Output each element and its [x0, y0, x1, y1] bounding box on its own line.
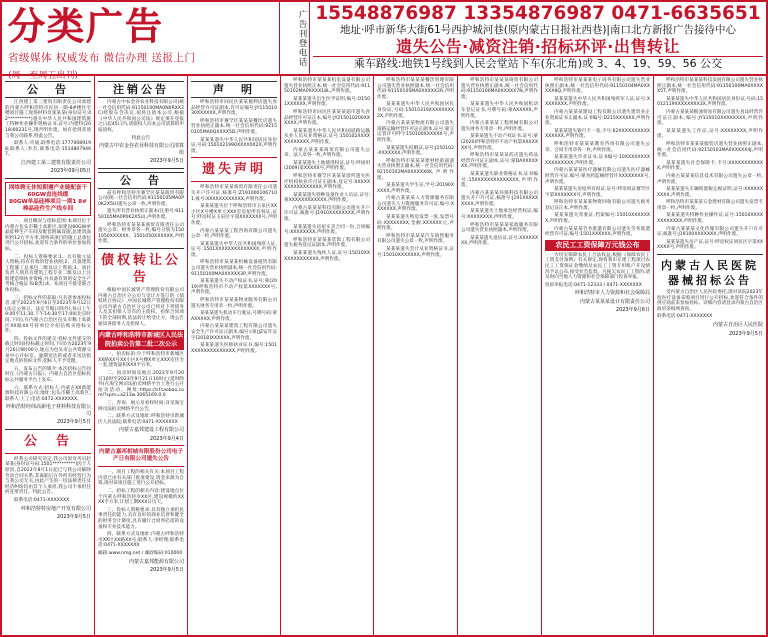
col5-item: 内蒙古某某某物流有限公司遗失道路运输经营许可证正副本,证号:蒙交运管许可呼字150100XXXXXX号,声明作废。 [377, 121, 454, 143]
col3-body-5: 某某某遗失位于呼和浩特市玉泉区XX小区X号楼X单元XXX室房屋所有权证,证号:呼房权证玉泉区字第XXXXXXX号,声明作废。 [191, 204, 277, 226]
col3-body-2: 呼和浩特市赛罕区某某某餐饮店遗失营业执照正副本,统一社会信用代码:92150105MA0QXXXX5D,声明作废。 [191, 118, 277, 135]
col2-heading-4: 内蒙古嘉邦相城有限股份公司电子产日有限公司遗失公告 [99, 449, 183, 463]
col4-item: 某某某遗失特种设备作业人员证,证号:蒙XXXXXXXXXXXX,声明作废。 [284, 192, 370, 204]
col1-ad-body-1: 一、项目概况与招标范围:本项目位于内蒙古包头市稀土高新区,拟建设60GW单晶硅棒生产车间及配套附属设施,总建筑面积约12万平方米,现将该项目的施工总承包进行公开招标,欢迎符合条件的单位参加投标。 [5, 218, 91, 252]
divider-10 [657, 254, 763, 255]
col1-ad-body-5: 五、发布公告的媒介:本次招标公告同时在《内蒙古日报》、内蒙古自治区招标投标公共服务平台上发布。 [5, 366, 91, 383]
col8-item: 某某某遗失工作证,证号:XXXXXXXX,声明作废。 [657, 128, 763, 140]
col2-date-1: 2023年9月5日 [149, 158, 184, 165]
col6-item: 呼和浩特市某某某家政服务有限公司遗失营业执照副本,声明作废。 [461, 222, 538, 234]
col2-body-2: 特此公告 [131, 135, 151, 141]
services-line: 遗失公告·减资注销·招标环评·出售转让 [396, 37, 680, 56]
divider-4 [98, 168, 184, 169]
col4-item: 某某某遗失土地使用权证,证号:呼国用(2009)第XXXXX号,声明作废。 [284, 160, 370, 172]
col7-farm-signature: 呼和浩特市人力资源和社会保障局 [574, 290, 650, 297]
col2-body-7: 一、拍卖标的:位于呼和浩特市新城区XX路XX号XX小区X号楼X单元XXX室住宅一套,建筑面积XXX平方米。 [98, 352, 184, 369]
col4-item: 内蒙古某某某科技有限公司遗失开户许可证,核准号:J1910XXXXXXXX,声明作废。 [284, 205, 370, 223]
transit-route-label: 乘车路线: [353, 57, 402, 70]
col2-signature-1: 内蒙古中农金谷农业科技有限公司清算组 [98, 143, 184, 156]
masthead-vertical-label: 广告刊登电话 [280, 2, 310, 74]
masthead-subtitle: 省级媒体 权威发布 微信办理 送报上门 [8, 52, 196, 64]
col3-heading-loss-statement: 遗失声明 [201, 162, 266, 178]
col4-item: 某某某遗失房屋买卖合同一份,合同编号:XXXXXXXX,声明作废。 [284, 224, 370, 236]
col7-item: 某某某遗失中华人民共和国残疾军人证,证号:XXXXXXXX,声明作废。 [545, 96, 650, 108]
col7-signature: 内蒙古某某某设计有限责任公司 [579, 298, 650, 305]
col7-farm-body: 为切实保障农民工合法权益,根据《保障农民工工资支付条例》有关规定,现将我市在建工程项目农民工工资保证金缴纳及农民工工资专用账户开设情况予以公布,接受社会监督。凡拖欠农民工工资的,请及时向当地人力资源和社会保障部门投诉举报。 [545, 252, 650, 281]
col8-item: 某某某遗失特种作业操作证,证号:15010XXXXXXXXXXXX,声明作废。 [657, 213, 763, 225]
col3-body-7: 某某某遗失中华人民共和国残疾人证,证号:1501XXXXXXXXXXXXXX,声明作废。 [191, 241, 277, 258]
col8-item: 内蒙古某某某粮油贸易有限公司遗失食品经营许可证正副本,编号:JY115010XXXXXXXX,声明作废。 [657, 109, 763, 127]
col8-item: 呼和浩特市某某某五金建材有限公司遗失发票专用章一枚,声明作废。 [657, 200, 763, 211]
col2-heading-cancellation: 注销公告 [98, 81, 184, 98]
column-6 [458, 76, 542, 637]
col3-body-11: 某某某遗失机动车行驶证,号牌号码:蒙AXXXXX,声明作废。 [191, 311, 277, 322]
col3-body-8: 呼和浩特市某某某机械设备租赁有限公司遗失营业执照副本,统一社会信用代码:91150100MA0XXXXX3P,声明作废。 [191, 260, 277, 277]
col4-item: 呼和浩特市某某某装饰工程有限公司遗失税务登记证副本,声明作废。 [284, 237, 370, 249]
col3-body-9: 某某某遗失不动产权证书,证号:蒙(2019)呼和浩特市不动产权第XXXXXXX号,声明作废。 [191, 279, 277, 296]
col2-signature-2: 内蒙古嘉邦建设工程有限公司 [118, 427, 184, 434]
divider-5 [98, 248, 184, 249]
col5-item: 呼和浩特市某某某汽车销售服务有限公司遗失公章一枚,声明作废。 [377, 233, 454, 245]
col8-item: 内蒙古某某某信息技术有限公司遗失公章一枚,声明作废。 [657, 173, 763, 185]
col8-item: 呼和浩特市某某某科技发展有限公司遗失营业执照正副本,统一社会信用代码:91150100MA0XXXXX5T,声明作废。 [657, 78, 763, 95]
col2-date-3: 2023年9月5日 [149, 567, 184, 574]
col1-tender-ad [5, 182, 91, 216]
col2-body-8: 二、拍卖时间及地点:2023年9月20日10时至2023年9月21日10时止(延时除外)在淘宝网司法拍卖网络平台上进行公开拍卖活动。网址:https://sf.taobao.com/?spm=a213w.3065169.0.0 [98, 370, 184, 399]
col4-item: 呼和浩特市回民区某某某超市遗失食品经营许可证正本,编号:JY215010200XXXXXX,声明作废。 [284, 109, 370, 127]
col8-tender-contact[interactable]: 联系电话:0471-XXXXXXX [657, 314, 713, 320]
col5-item: 内蒙古某某某人力资源服务有限公司遗失人力资源服务许可证,编号:XXXXXXX,声明作废。 [377, 196, 454, 213]
col8-item: 呼和浩特市某某某服装店遗失营业执照正副本,统一社会信用代码:92150103MA0XXXXX4J,声明作废。 [657, 141, 763, 159]
col1-ad-subtitle: 80GW单晶硅棒项目一期1 8#棒晶硅件生产线车间 [9, 198, 87, 212]
col2-body-4: 遗失所有营业执照正副本(注册号:91150105MA0P0K2X5U),声明作废。 [98, 209, 184, 221]
col1-heading-notice-2: 公 告 [23, 433, 72, 449]
col7-item: 某某某遗失房屋所有权证,证号:呼房权证赛罕区字第XXXXXXX号,声明作废。 [545, 187, 650, 198]
col8-item: 内蒙古某某某文化传媒有限公司遗失开户许可证,核准号:J19100XXXXXXX,声明作废。 [657, 226, 763, 238]
column-8 [654, 76, 766, 637]
contact-phones[interactable]: 15548876987 13354876987 0471-6635651 [315, 3, 761, 24]
col2-body-9: 三、咨询、展示及看样时间:详见淘宝网司法拍卖网络平台公告。 [98, 400, 184, 412]
col1-signature-2: 呼和浩特经纬高新电子材料科技有限公司 [5, 404, 91, 417]
col3-body-13: 某某某遗失医师执业证书,编号:1501XXXXXXXXXXXXXX,声明作废。 [191, 343, 277, 354]
col2-body-5: 呼和浩特市某某某商贸有限责任公司遗失公章、财务章各一枚,编号分别为1501050XXXXXX、1501050XXXXXX,声明作废。 [98, 222, 184, 245]
col3-heading-statement: 声 明 [191, 81, 277, 98]
col1-ad-body-4: 四、投标文件的递交:投标文件递交的截止时间(投标截止时间,下同)为2023年9月26日9时00分,地点为包头市公共资源交易中心开标室。逾期送达的或者未送达指定地点的投标文件,招标人不予受理。 [5, 336, 91, 365]
col4-item: 某某某遗失中华人民共和国道路运输从业人员从业资格证,证号:150102XXXXXXXXXXXX,声明作废。 [284, 128, 370, 145]
divider-8 [191, 157, 277, 158]
col1-date-2: 2023年9月5日 [56, 419, 91, 426]
col1-body-4: 联系电话:0471-XXXXXXX [14, 498, 70, 503]
col7-item: 呼和浩特市某某某教育咨询有限公司遗失公章、合同专用章各一枚,声明作废。 [545, 141, 650, 153]
col1-date-3: 2023年9月5日 [56, 514, 91, 521]
col5-item: 某某某遗失会计从业资格证书,证号:15010XXXXXXX,声明作废。 [377, 247, 454, 258]
col4-item: 内蒙古某某某商贸有限公司遗失公章、法人章各一枚,声明作废。 [284, 147, 370, 159]
col2-body-6: 根据中国长城资产管理股份有限公司内蒙古自治区分公司与受让方签订的《债权转让协议》,中国长城资产管理股份有限公司内蒙古自治区分公司已将对下列债务人及其担保人享有的主债权、担保合同项下的全部权利,依法转让给受让方。现公告通知各债务人及担保人。 [98, 288, 184, 327]
col1-date-1: 2023年09月05日 [50, 168, 91, 175]
transit-route-text: 地铁1号线到人民会堂站下车(东北角)或 3、4、19、59、56 公交 [401, 57, 723, 70]
masthead-schedule: (周一至周五出刊) [8, 71, 79, 81]
col1-ad-body-3: 三、招标文件的获取:凡有意参加投标者,请于2023年9月6日至2023年9月12日(法定公休日、法定节假日除外),每日上午9:00至11:30,下午14:30至17:00(北京时间,下同),在内蒙古自治区包头市稀土高新区XX路XX号持单位介绍信购买招标文件。 [5, 295, 91, 335]
col7-item: 内蒙古某某某劳务派遣有限公司遗失劳务派遣经营许可证,编号:1501XXXXXX,声明作废。 [545, 226, 650, 238]
col7-item: 内蒙古某某某建设工程有限公司遗失建筑业企业资质证书正副本,证书编号:D215XXXXXX,声明作废。 [545, 109, 650, 127]
col5-item: 呼和浩特市某某某建材经销部遗失营业执照正副本,统一社会信用代码:92150102MA0XXXXX6K,声明作废。 [377, 158, 454, 181]
col2-heading-notice: 公 告 [98, 172, 184, 189]
col6-item: 呼和浩特市某某某商贸有限公司遗失营业执照正副本,统一社会信用代码:91150100MA0XXXXX7N,声明作废。 [461, 78, 538, 100]
divider-2 [5, 429, 91, 430]
masthead [2, 2, 766, 81]
col3-body-4: 呼和浩特市某某商贸有限责任公司遗失开户许可证,核准号:Z1910001067101,账号:XXXXXXXXXXXX,声明作废。 [191, 185, 277, 202]
col7-item: 呼和浩特市某某某物资回收有限公司遗失税务登记证正本,声明作废。 [545, 200, 650, 211]
col1-signature-1: 江西建工第三建筑有限责任公司 [20, 159, 91, 166]
col8-date: 2023年9月5日 [728, 330, 763, 337]
col8-signature: 内蒙古自治区人民医院 [712, 322, 763, 328]
col2-body-14: 四、联系方式及地址:内蒙古呼和浩特市XX区XX路XX号;联系人:李经理;联系电话:0471-XXXXXXX [98, 532, 184, 549]
column-1 [2, 76, 95, 637]
col2-body-1: 内蒙古中农金谷农业科技有限公司(统一社会信用代码:91150100MA0N0RXX2C)经股东会决议,拟将注销本公司,根据《中华人民共和国公司法》规定须在登报之日起45日内,请债权人向本公司清算组申报债权。 [98, 100, 184, 133]
col1-ad-body-2: 二、投标人资格要求:1、具有独立法人资格,持有有效的营业执照;2、具备建筑工程施工总承包二级及以上资质;3、项目负责人须具有建筑工程专业二级及以上注册建造师执业资格,并具备有效的安全生产考核合格证书(B类);4、本项目不接受联合体投标。 [5, 254, 91, 294]
column-4 [281, 76, 374, 637]
col5-item: 某某某遗失学生证,学号:20190XXXXX,声明作废。 [377, 183, 454, 194]
divider-7 [98, 466, 184, 467]
col4-item: 某某某遗失残疾人证,证号:15010XXXXXXXXXXXXX,声明作废。 [284, 251, 370, 262]
col8-item: 某某某遗失车辆购置税完税证明,证号:XXXXXXXXXX,声明作废。 [657, 187, 763, 198]
col7-item: 内蒙古某某某医疗器械有限公司遗失医疗器械经营许可证,编号:蒙食药监械经营许XXXXXXXX号,声明作废。 [545, 168, 650, 185]
col8-item: 某某某遗失房产证,证号:呼房权证回民区字第XXXXXX号,声明作废。 [657, 239, 763, 251]
col8-item: 某某某遗失社会保障卡,卡号:XXXXXXXXXXXX,声明作废。 [657, 160, 763, 172]
col8-tender-body: 受内蒙古自治区人民医院委托,现对该院2023年度医疗设备采购项目进行公开招标,欢迎符合条件的供应商前来参加投标。详细内容请登录内蒙古自治区政府采购网查询。 [657, 290, 763, 312]
col1-signature-3: 呼和浩特特房地产开发有限公司 [20, 505, 91, 512]
divider-9 [191, 181, 277, 182]
col2-body-12: 二、招标工程的相关内容:建设地点位于内蒙古呼和浩特市XX区,建设规模约XXXX平方米,计划工期XXX日历天。 [98, 489, 184, 506]
col2-body-13: 三、投标人资格要求:具有独立承担民事责任的能力,具有良好的商业信誉和健全的财务会计制度,具有履行合同所必需的设备和专业技术能力。 [98, 507, 184, 530]
column-5 [374, 76, 458, 637]
col4-item: 呼和浩特市某某某机电设备有限公司遗失营业执照正本,统一社会信用代码:91150102MA0XXXX18L,声明作废。 [284, 78, 370, 95]
column-3 [188, 76, 281, 637]
col2-heading-debt-transfer: 债权转让公告 [100, 253, 181, 285]
col4-item: 某某某遗失出生医学证明,编号:O1501XXXXXX,声明作废。 [284, 96, 370, 108]
col1-body-3: 经我公司研究决定,我公司原业务员赵某某(身份证号码:1501**********)因个人原因,自2023年8月1日起已与我公司解除劳动合同关系,其离职后在外所有经营行为与我公司无关,由此产生的一切法律责任及经济纠纷均由其个人承担,我公司不承担任何连带责任。特此公告。 [5, 456, 91, 496]
col7-item: 某某某遗失银行卡一张,卡号:62XXXXXXXXXXXXXXXX,声明作废。 [545, 128, 650, 140]
page-title: 分类广告 [8, 4, 164, 48]
divider-1 [5, 178, 91, 179]
divider-6 [98, 445, 184, 446]
col7-farm-wage-heading: 农民工工资保障万元钱公布 [545, 240, 650, 251]
column-2 [95, 76, 188, 637]
col1-heading-notice: 公 告 [5, 81, 91, 98]
col5-item: 某某某遗失中华人民共和国居民身份证,号码:15010319XXXXXXXX2X,声明作废。 [377, 102, 454, 119]
col2-date-2: 2023年9月4日 [149, 435, 184, 442]
columns-container [2, 76, 766, 637]
col6-item: 某某某遗失退伍证,证号:XXXXXXXX,声明作废。 [461, 235, 538, 247]
col3-body-1: 呼和浩特市回民区某某便利店遗失食品经营许可证副本,许可证编号:JY11501030XXXXXX,声明作废。 [191, 100, 277, 117]
col6-item: 呼和浩特市某某某药店遗失药品经营许可证正副本,证号:蒙DAXXXXXXX,声明作废。 [461, 153, 538, 170]
col1-body-2: 联系人:许迪,联系电话:17770089198;联系人:李杰,联系电话:15148079467。 [5, 141, 91, 158]
masthead-logo-block [2, 2, 280, 81]
col6-item: 内蒙古某某某工程机械有限公司遗失财务专用章一枚,声明作废。 [461, 121, 538, 132]
col1-ad-body-6: 六、联系方式:招标人:内蒙古XX新能源科技有限公司;地址:包头市稀土高新区;联系人:王工;电话:0472-XXXXXXX。 [5, 385, 91, 402]
col7-item: 呼和浩特市某某某电子商务有限公司遗失营业执照正副本,统一社会信用代码:91150104MA0XXXXX9Q,声明作废。 [545, 78, 650, 95]
col4-item: 呼和浩特市赛罕区某某某诊所遗失医疗机构执业许可证正副本,登记号:XXXXXXXXXXXXXXXXX,声明作废。 [284, 173, 370, 191]
col3-body-10: 呼和浩特市某某某物业服务有限公司遗失财务专用章一枚,声明作废。 [191, 298, 277, 309]
col2-body-15: 邮箱:www.nmg.net / 邮政编码:010000 [98, 551, 183, 556]
col7-farm-contacts[interactable]: 投诉举报电话:0471-12333 / 0471-XXXXXXX [545, 282, 642, 288]
col1-body-1: 江西建工第三建筑有限责任公司承建的内蒙古呼和浩特市民居一期-8#楼住宅楼项目施工现场材料员张某某(身份证号:42**********)遗失中华人民共和国建筑施工特种作业操作资格证书,证号:内建特(2018)00231号,现声明作废。如有拾到者请与我公司联系,特此公告。 [5, 100, 91, 139]
col2-court-auction-banner: 内蒙古呼和浩特市新城区人民法院拍卖公告第二批二次公示 [98, 332, 183, 349]
col5-item: 某某某遗失购房发票一张,发票号码:XXXXXXXX,金额:XXXXXX元,声明作废。 [377, 215, 454, 232]
col6-item: 某某某遗失土地承包经营权证,编号:XXXXXXXX,声明作废。 [461, 209, 538, 221]
col6-item: 某某某遗失中华人民共和国机动车登记证书,号牌号码:蒙AXXXXX,声明作废。 [461, 102, 538, 119]
col8-tender-title: 内蒙古人民医院器械招标公告 [661, 259, 759, 288]
contact-address: 地址·呼市新华大街61号西护城河巷(原内蒙古日报社西巷)|南口北方新报广告接待中心 [340, 24, 736, 36]
col6-item: 某某某遗失不动产权证书,证号:蒙(2020)呼和浩特市不动产权第XXXXXXX号,声明作废。 [461, 134, 538, 151]
col2-signature-3: 内蒙古嘉邦能源有限公司 [128, 558, 184, 565]
col6-item: 某某某遗失职业资格证书,证书编号:15XXXXXXXXXXXXXX,声明作废。 [461, 171, 538, 189]
masthead-contact-block [310, 2, 766, 74]
col7-item: 某某某遗失毕业证书,证书编号:10XXXXXXXXXXXXXXXXX,声明作废。 [545, 155, 650, 166]
col5-item: 某某某遗失结婚证,证号:J150102-XXXXXXX,声明作废。 [377, 145, 454, 157]
col2-body-11: 一、项目工程的相关有关:本项目工程内容已由有关部门批准建设,资金来源为自筹,现对该项目施工进行公开招标。 [98, 470, 184, 487]
col8-item: 某某某遗失中华人民共和国居民身份证,号码:15012119XXXXXXXX3X,声明作废。 [657, 96, 763, 108]
transit-route [313, 56, 763, 71]
col2-body-3: 兹有呼和浩特市赛罕区某某商贸有限公司(统一社会信用代码:91150105MA0P0K2X5U)遗失公章一枚,声明作废。 [98, 190, 184, 207]
col1-ad-title: 网络聘无休短期遵产业链配套干60GW直连线缆 [8, 184, 88, 198]
col7-date: 2023年9月6日 [615, 307, 650, 314]
col6-item: 内蒙古某某某环保科技有限公司遗失开户许可证,核准号:J191XXXXXXXXX,声明作废。 [461, 190, 538, 207]
divider-3 [5, 453, 91, 454]
col3-body-12: 内蒙古某某某建筑工程有限公司遗失安全生产许可证正副本,编号:(蒙)JZ安许证字[2018]XXXXXX,声明作废。 [191, 324, 277, 341]
col3-body-3: 某某某遗失中华人民共和国居民身份证,号码:1501021990XXXX0X2X,声明作废。 [191, 137, 277, 154]
col5-item: 呼和浩特市某某某餐饮管理有限公司遗失营业执照副本,统一社会信用代码:91150105MA0XXXXX2R,声明作废。 [377, 78, 454, 100]
column-7 [542, 76, 654, 637]
col2-body-10: 二、联系方式及地址:呼和浩特市新城区人民法院;联系电话:0471-XXXXXXX [98, 414, 184, 425]
col7-item: 某某某遗失驾驶证,档案编号:15010XXXXXXX,声明作废。 [545, 213, 650, 225]
col3-body-6: 内蒙古某某某工程咨询有限公司遗失公章一枚,声明作废。 [191, 228, 277, 240]
